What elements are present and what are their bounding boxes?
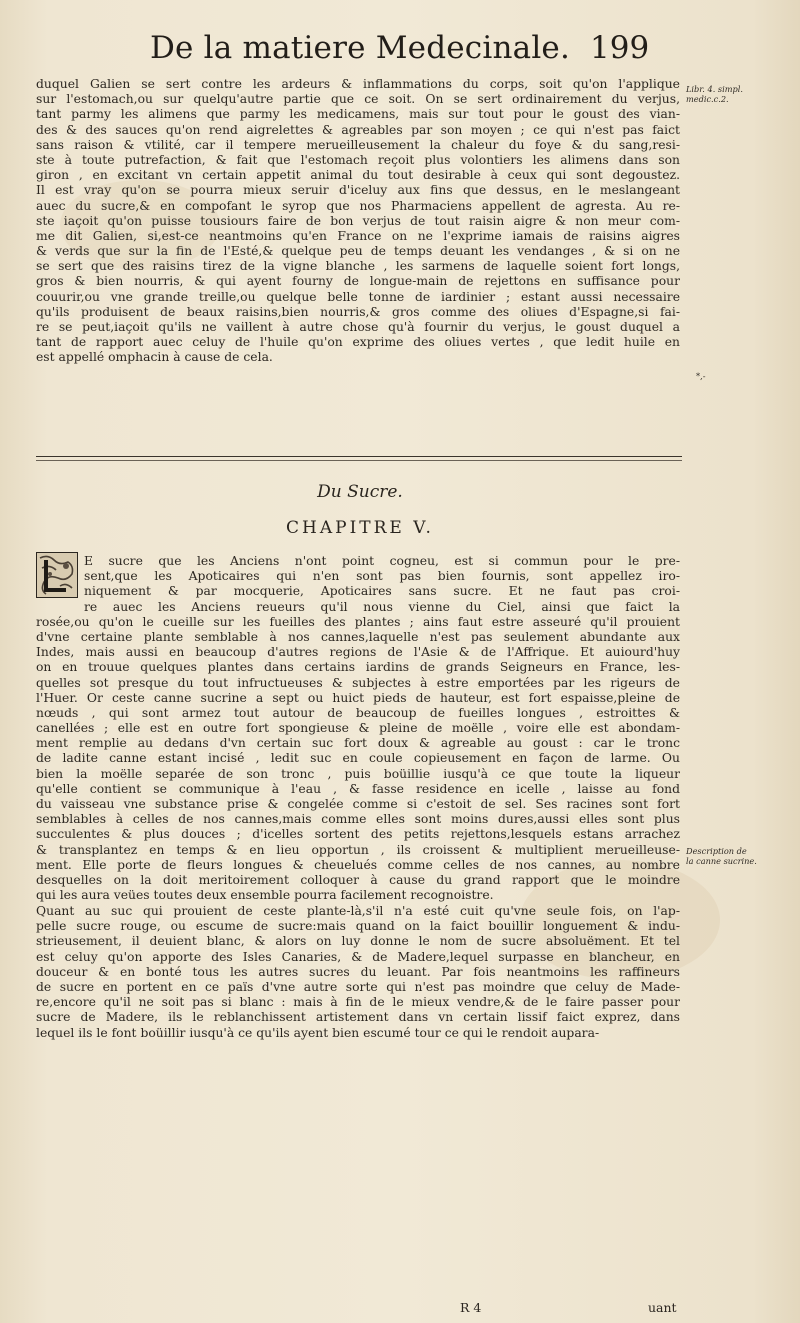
text-line: de sucre en portent en ce païs d'vne autre sorte qui n'est pas moindre que celuy de Made- bbox=[36, 979, 680, 994]
text-line: tant de rapport auec celuy de l'huile qu'on exprime des oliues vertes , que ledit huile en bbox=[36, 335, 680, 350]
text-line: canellées ; elle est en outre fort spongieuse & pleine de moëlle , voire elle est abondam- bbox=[36, 721, 680, 736]
text-line: desquelles on la doit meritoirement colloquer à cause du grand rapport que le moindre bbox=[36, 872, 680, 887]
text-line: est appellé omphacin à cause de cela. bbox=[36, 350, 273, 365]
text-line: ste à toute putrefaction, & fait que l'estomach reçoit plus volontiers les alimens dans son bbox=[36, 152, 680, 167]
margin-note-line: la canne sucrine. bbox=[686, 856, 757, 866]
section-title: Du Sucre. bbox=[317, 482, 403, 502]
text-line: auec du sucre,& en compofant le syrop que nos Pharmaciens appellent de agresta. Au re- bbox=[36, 198, 680, 213]
text-line: ment. Elle porte de fleurs longues & cheuelués comme celles de nos cannes, au nombre bbox=[36, 857, 680, 872]
running-header bbox=[150, 30, 710, 74]
text-line: rosée,ou qu'on le cueille sur les fueilles des plantes ; ains faut estre asseuré qu'il prouient bbox=[36, 614, 680, 629]
text-line: est celuy qu'on apporte des Isles Canaries, & de Madere,lequel surpasse en blancheur, en bbox=[36, 949, 680, 964]
text-line: Il est vray qu'on se pourra mieux seruir d'iceluy aux fins que dessus, en le meslangeant bbox=[36, 183, 680, 198]
text-line: on en trouue quelques plantes dans certains iardins de grands Seigneurs en France, les- bbox=[36, 660, 680, 675]
margin-note-description bbox=[686, 846, 796, 866]
text-line: Indes, mais aussi en beaucoup d'autres regions de l'Asie & de l'Affrique. Et auiourd'huy bbox=[36, 645, 680, 660]
text-line: qui les aura veües toutes deux ensemble pourra facilement recognoistre. bbox=[36, 888, 494, 903]
text-line: & transplantez en temps & en lieu opportun , ils croissent & multiplient merueilleuse- bbox=[36, 842, 680, 857]
text-line: pelle sucre rouge, ou escume de sucre:mais quand on la faict bouillir longuement & indu- bbox=[36, 919, 680, 934]
text-line: gros & bien nourris, & qui ayent fourny de longue-main de rejettons en suffisance pour bbox=[36, 274, 680, 289]
text-line: se sert que des raisins tirez de la vigne blanche , les sarmens de laquelle soient fort longs, bbox=[36, 259, 680, 274]
top-paragraph bbox=[36, 77, 680, 366]
text-line: ment remplie au dedans d'vn certain suc fort doux & agreable au goust : car le tronc bbox=[36, 736, 680, 751]
text-line: de ladite canne estant incisé , ledit suc en coule copieusement en façon de larme. Ou bbox=[36, 751, 680, 766]
text-line: duquel Galien se sert contre les ardeurs & inflammations du corps, soit qu'on l'applique bbox=[36, 77, 680, 91]
text-line: ste iaçoit qu'on puisse tousiours faire de bon verjus de tout raisin aigre & non meur com- bbox=[36, 213, 680, 228]
text-line: d'vne certaine plante semblable à nos cannes,laquelle n'est pas seulement abundante aux bbox=[36, 629, 680, 644]
chapter-title: CHAPITRE V. bbox=[286, 518, 434, 538]
text-line: re,encore qu'il ne soit pas si blanc : mais à fin de le mieux vendre,& de le faire passer pour bbox=[36, 995, 680, 1010]
text-line: sucre de Madere, ils le reblanchissent artistement dans vn certain lissif faict exprez, dans bbox=[36, 1010, 680, 1025]
page-number: 199 bbox=[590, 30, 650, 66]
text-line: lequel ils le font boüillir iusqu'à ce qu'ils ayent bien escumé tour ce qui le rendoit aupara- bbox=[36, 1025, 600, 1040]
margin-mark: *,- bbox=[696, 371, 706, 381]
text-line: des & des sauces qu'on rend aigrelettes & agreables par son moyen ; ce qui n'est pas faict bbox=[36, 122, 680, 137]
text-line: me dit Galien, si,est-ce neantmoins qu'en France on ne l'exprime iamais de raisins aigres bbox=[36, 228, 680, 243]
text-line: sur l'estomach,ou sur quelqu'autre partie que ce soit. On se sert ordinairement du verjus, bbox=[36, 92, 680, 107]
margin-note-line: Description de bbox=[686, 846, 747, 856]
text-line: E sucre que les Anciens n'ont point cogneu, est si commun pour le pre- bbox=[84, 554, 680, 568]
margin-note-line: Libr. 4. simpl. bbox=[686, 84, 743, 94]
text-line: l'Huer. Or ceste canne sucrine a sept ou huict pieds de hauteur, est fort espaisse,pleine de bbox=[36, 690, 680, 705]
section-rule bbox=[36, 456, 682, 457]
margin-note-reference bbox=[686, 84, 796, 104]
text-line: giron , en excitant vn certain appetit animal du tout desirable à ceux qui sont degoustez. bbox=[36, 168, 680, 183]
text-line: douceur & en bonté tous les autres sucres du leuant. Par fois neantmoins les raffineurs bbox=[36, 964, 680, 979]
text-line: sans raison & vtilité, car il tempere merueilleusement la chaleur du foye & du sang,resi- bbox=[36, 137, 680, 152]
text-line: qu'elle contient se communique à l'eau , & fasse residence en icelle , laisse au fond bbox=[36, 781, 680, 796]
text-line: sent,que les Apoticaires qui n'en sont pas bien fournis, sont appellez iro- bbox=[84, 569, 680, 584]
text-line: & verds que sur la fin de l'Esté,& quelque peu de temps deuant les vendanges , & si on ne bbox=[36, 244, 680, 259]
text-line: re auec les Anciens reueurs qu'il nous vienne du Ciel, ainsi que faict la bbox=[84, 599, 680, 614]
margin-note-line: medic.c.2. bbox=[686, 94, 729, 104]
text-line: du vaisseau vne substance prise & congelée comme si c'estoit de sel. Ses racines sont fort bbox=[36, 797, 680, 811]
text-line: quelles sot presque du tout infructueuses & subjectes à estre emportées par les rigeurs de bbox=[36, 675, 680, 690]
text-line: nœuds , qui sont armez tout autour de beaucoup de fueilles longues , estroittes & bbox=[36, 705, 680, 720]
signature-mark: R 4 bbox=[460, 1300, 482, 1315]
text-line: Quant au suc qui prouient de ceste plante-là,s'il n'a esté cuit qu'vne seule fois, on l'ap- bbox=[36, 904, 680, 918]
chapter-paragraph-1 bbox=[36, 554, 680, 903]
text-line: succulentes & plus douces ; d'icelles sortent des petits rejettons,lesquels estans arrachez bbox=[36, 827, 680, 842]
text-line: bien la moëlle separée de son tronc , puis boüillie iusqu'à ce que toute la liqueur bbox=[36, 766, 680, 781]
text-line: niquement & par mocquerie, Apoticaires sans sucre. Et ne faut pas croi- bbox=[84, 584, 680, 599]
section-rule-thin bbox=[36, 460, 682, 461]
text-line: tant parmy les alimens que parmy les medicamens, mais sur tout pour le goust des vian- bbox=[36, 107, 680, 122]
text-line: strieusement, il deuient blanc, & alors on luy donne le nom de sucre absoluëment. Et tel bbox=[36, 934, 680, 949]
text-line: semblables à celles de nos cannes,mais comme elles sont moins dures,aussi elles sont plus bbox=[36, 812, 680, 827]
running-title: De la matiere Medecinale. bbox=[150, 30, 571, 66]
text-line: qu'ils produisent de beaux raisins,bien nourris,& gros comme des oliues d'Espagne,si fai- bbox=[36, 304, 680, 319]
text-line: couurir,ou vne grande treille,ou quelque belle tonne de iardinier ; estant aussi necessaire bbox=[36, 289, 680, 304]
catchword: uant bbox=[648, 1300, 677, 1315]
text-line: re se peut,iaçoit qu'ils ne vaillent à autre chose qu'à fournir du verjus, le goust duquel a bbox=[36, 320, 680, 334]
chapter-paragraph-2 bbox=[36, 904, 680, 1041]
